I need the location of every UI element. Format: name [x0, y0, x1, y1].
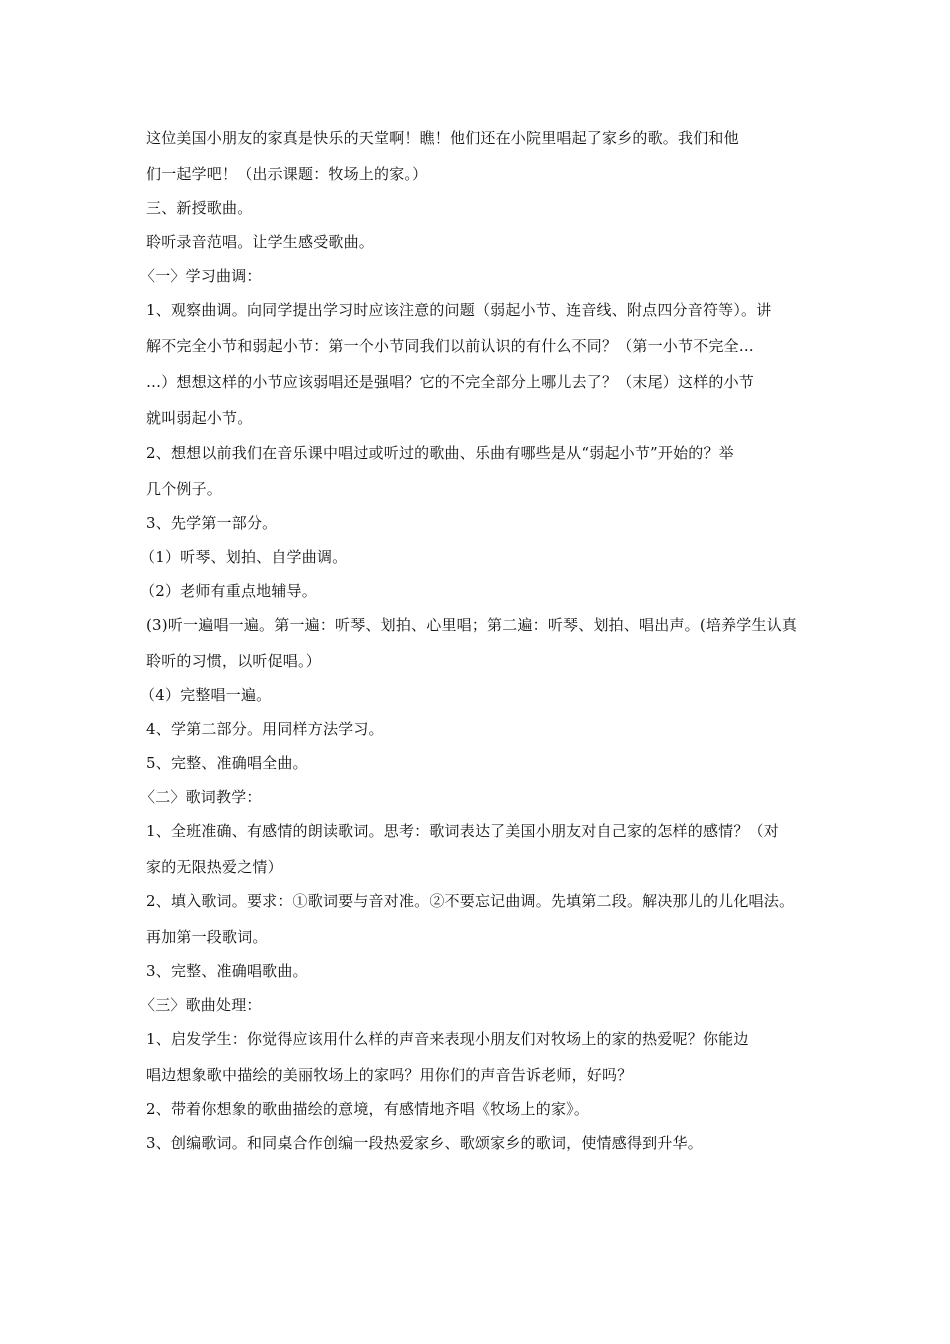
text-line: 解不完全小节和弱起小节：第一个小节同我们以前认识的有什么不同？（第一小节不完全… [146, 337, 755, 355]
text-line: 2、想想以前我们在音乐课中唱过或听过的歌曲、乐曲有哪些是从“弱起小节”开始的？举 [146, 444, 734, 462]
subsection-heading: 〈一〉学习曲调： [140, 267, 262, 285]
text-line: 1、全班准确、有感情的朗读歌词。思考：歌词表达了美国小朋友对自己家的怎样的感情？（对 [146, 822, 779, 840]
text-line: 3、创编歌词。和同桌合作创编一段热爱家乡、歌颂家乡的歌词，使情感得到升华。 [146, 1134, 703, 1152]
text-line: （1）听琴、划拍、自学曲调。 [140, 548, 348, 566]
text-line: 1、启发学生：你觉得应该用什么样的声音来表现小朋友们对牧场上的家的热爱呢？你能边 [146, 1030, 749, 1048]
text-line: 就叫弱起小节。 [146, 409, 253, 427]
text-line: 2、带着你想象的歌曲描绘的意境，有感情地齐唱《牧场上的家》。 [146, 1100, 590, 1118]
text-line: 家的无限热爱之情） [146, 858, 283, 876]
text-line: （2）老师有重点地辅导。 [140, 582, 317, 600]
subsection-heading: 〈三〉歌曲处理： [140, 996, 262, 1014]
text-line: 4、学第二部分。用同样方法学习。 [146, 720, 384, 738]
subsection-heading: 〈二〉歌词教学： [140, 788, 262, 806]
text-line: 1、观察曲调。向同学提出学习时应该注意的问题（弱起小节、连音线、附点四分音符等）。讲 [146, 301, 772, 319]
text-line: …）想想这样的小节应该弱唱还是强唱？它的不完全部分上哪儿去了？（末尾）这样的小节 [146, 373, 755, 391]
text-line: 3、先学第一部分。 [146, 514, 278, 532]
text-line: 5、完整、准确唱全曲。 [146, 754, 308, 772]
text-line: 3、完整、准确唱歌曲。 [146, 962, 308, 980]
text-line: 聆听录音范唱。让学生感受歌曲。 [146, 233, 375, 251]
section-heading: 三、新授歌曲。 [146, 199, 253, 217]
text-line: 聆听的习惯，以听促唱。） [146, 652, 321, 670]
text-line: 们一起学吧！（出示课题：牧场上的家。） [146, 165, 428, 183]
text-line: 唱边想象歌中描绘的美丽牧场上的家吗？用你们的声音告诉老师，好吗？ [146, 1066, 633, 1084]
text-line: 再加第一段歌词。 [146, 928, 268, 946]
text-line: (3)听一遍唱一遍。第一遍：听琴、划拍、心里唱；第二遍：听琴、划拍、唱出声。(培养学生认真 [146, 616, 798, 634]
text-line: 2、填入歌词。要求：①歌词要与音对准。②不要忘记曲调。先填第二段。解决那儿的儿化唱法。 [146, 892, 795, 910]
text-line: 几个例子。 [146, 480, 223, 498]
text-line: （4）完整唱一遍。 [140, 686, 272, 704]
text-line: 这位美国小朋友的家真是快乐的天堂啊！瞧！他们还在小院里唱起了家乡的歌。我们和他 [146, 129, 739, 147]
